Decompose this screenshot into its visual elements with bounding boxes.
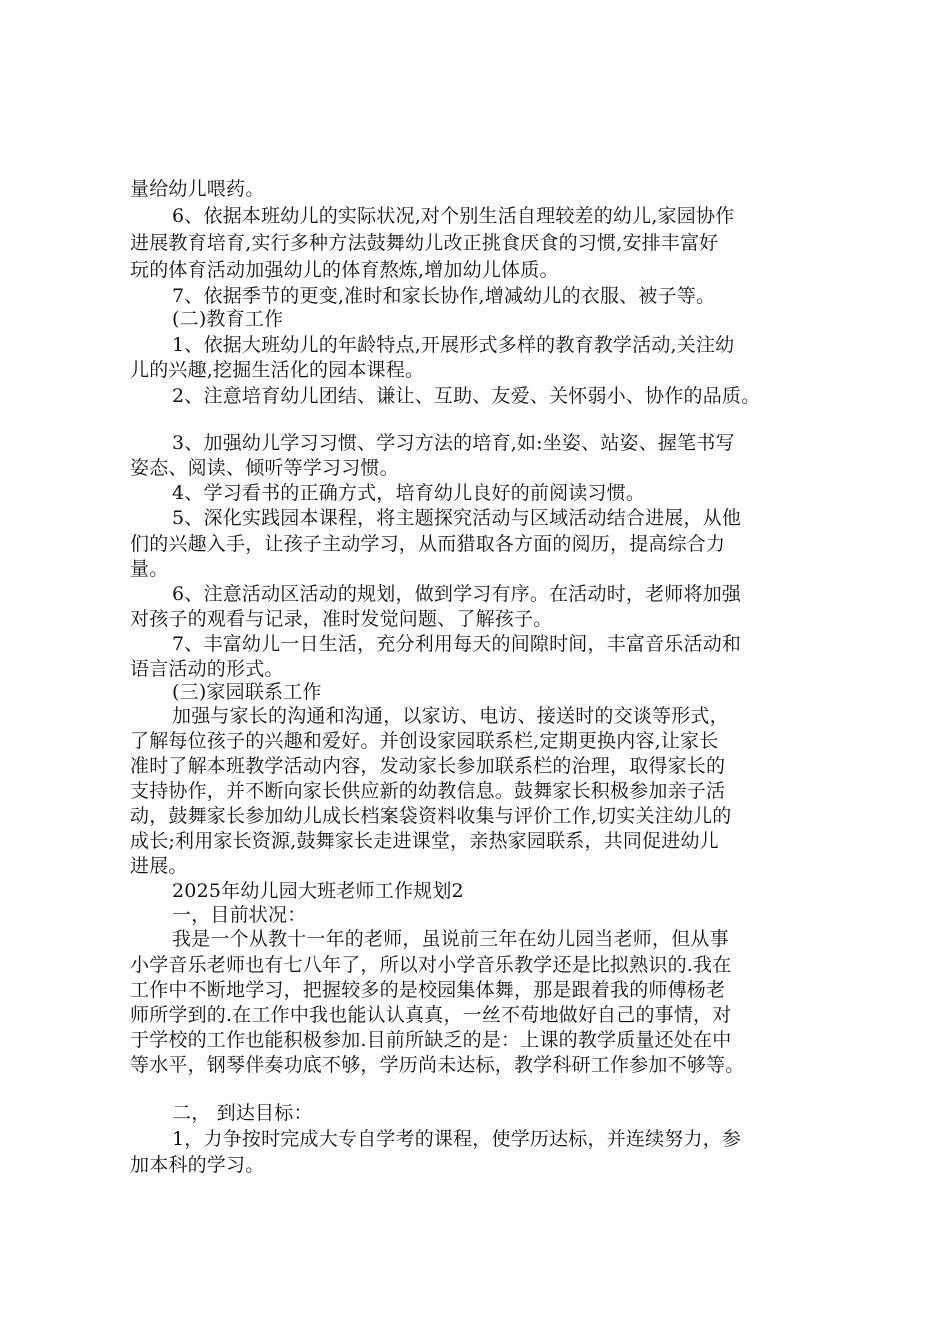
text-line: 玩的体育活动加强幼儿的体育熬炼,增加幼儿体质。 (130, 259, 559, 281)
text-line: 动，鼓舞家长参加幼儿成长档案袋资料收集与评价工作,切实关注幼儿的 (130, 805, 732, 827)
text-line: 7、丰富幼儿一日生活，充分利用每天的间隙时间，丰富音乐活动和 (172, 633, 742, 655)
text-line: 于学校的工作也能积极参加.目前所缺乏的是：上课的教学质量还处在中 (130, 1029, 732, 1051)
text-line: 7、依据季节的更变,准时和家长协作,增减幼儿的衣服、被子等。 (172, 285, 716, 307)
text-line: 姿态、阅读、倾听等学习习惯。 (130, 457, 399, 479)
text-line: 小学音乐老师也有七八年了，所以对小学音乐教学还是比拟熟识的.我在 (130, 954, 732, 976)
text-line: 工作中不断地学习，把握较多的是校园集体舞，那是跟着我的师傅杨老 (130, 979, 726, 1001)
text-line: 对孩子的观看与记录，准时发觉问题、了解孩子。 (130, 608, 553, 630)
text-line: 儿的兴趣,挖掘生活化的园本课程。 (130, 359, 425, 381)
document-title: 2025年幼儿园大班老师工作规划2 (172, 880, 464, 902)
text-line: 进展教育培育,实行多种方法鼓舞幼儿改正挑食厌食的习惯,安排丰富好 (130, 232, 719, 254)
text-line: 进展。 (130, 855, 188, 877)
text-line: 2、注意培育幼儿团结、谦让、互助、友爱、关怀弱小、协作的品质。 (172, 385, 761, 407)
text-line: 师所学到的.在工作中我也能认认真真，一丝不苟地做好自己的事情，对 (130, 1004, 732, 1026)
text-line: 准时了解本班教学活动内容，发动家长参加联系栏的治理，取得家长的 (130, 755, 726, 777)
section-heading: 二， 到达目标： (172, 1102, 313, 1124)
text-line: 5、深化实践园本课程，将主题探究活动与区域活动结合进展，从他 (172, 507, 742, 529)
text-line: 1，力争按时完成大专自学考的课程，使学历达标，并连续努力，参 (172, 1128, 742, 1150)
text-line: 等水平，钢琴伴奏功底不够，学历尚未达标，教学科研工作参加不够等。 (130, 1054, 745, 1076)
text-line: 支持协作，并不断向家长供应新的幼教信息。鼓舞家长积极参加亲子活 (130, 780, 726, 802)
text-line: 们的兴趣入手，让孩子主动学习，从而猎取各方面的阅历，提高综合力 (130, 533, 726, 555)
text-line: 加本科的学习。 (130, 1154, 265, 1176)
text-line: 我是一个从教十一年的老师，虽说前三年在幼儿园当老师，但从事 (172, 928, 729, 950)
section-heading: 一，目前状况： (172, 904, 307, 926)
text-line: 了解每位孩子的兴趣和爱好。并创设家园联系栏,定期更换内容,让家长 (130, 730, 719, 752)
text-line: 6、注意活动区活动的规划，做到学习有序。在活动时，老师将加强 (172, 583, 742, 605)
text-line: 语言活动的形式。 (130, 658, 284, 680)
section-heading: (三)家园联系工作 (172, 681, 322, 703)
section-heading: (二)教育工作 (172, 308, 284, 330)
text-line: 量给幼儿喂药。 (130, 178, 265, 200)
text-line: 3、加强幼儿学习习惯、学习方法的培育,如:坐姿、站姿、握笔书写 (172, 432, 735, 454)
text-line: 量。 (130, 558, 169, 580)
text-line: 1、依据大班幼儿的年龄特点,开展形式多样的教育教学活动,关注幼 (172, 334, 735, 356)
text-line: 加强与家长的沟通和沟通，以家访、电访、接送时的交谈等形式， (172, 705, 729, 727)
text-line: 4、学习看书的正确方式，培育幼儿良好的前阅读习惯。 (172, 482, 646, 504)
text-line: 成长;利用家长资源,鼓舞家长走进课堂，亲热家园联系，共同促进幼儿 (130, 830, 719, 852)
text-line: 6、依据本班幼儿的实际状况,对个别生活自理较差的幼儿,家园协作 (172, 205, 735, 227)
